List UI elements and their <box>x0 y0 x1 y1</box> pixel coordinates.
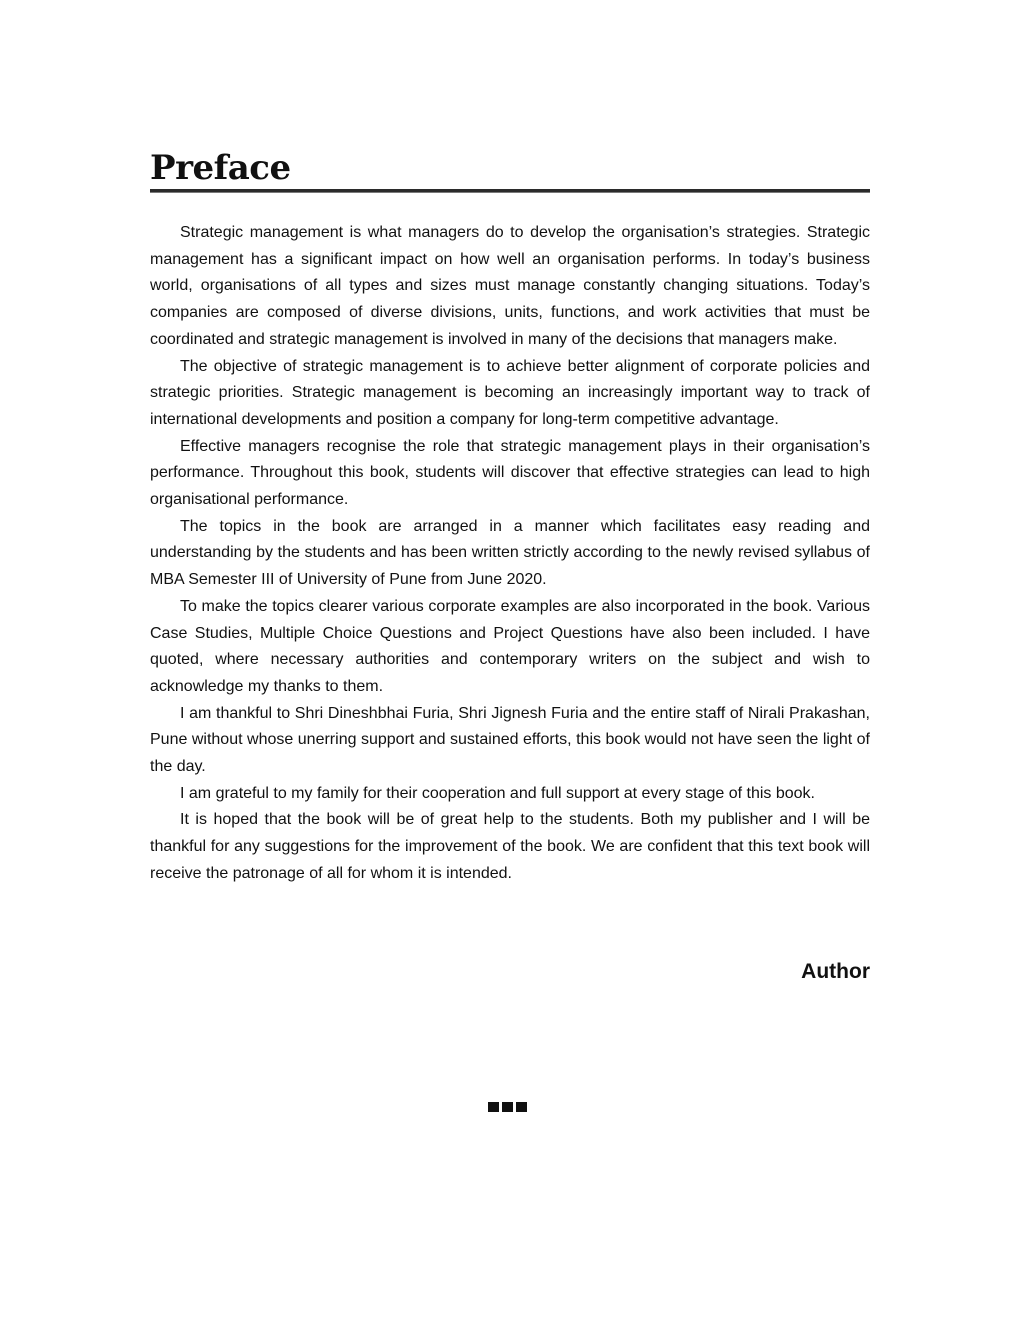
paragraph-4: The topics in the book are arranged in a manner which facilitates easy reading and understanding by the students and has been written strictly according to the newly revised syllabus of MBA Semester III of University of Pune from June 2020. <box>150 517 870 589</box>
end-mark-square-icon <box>488 1102 499 1112</box>
end-mark-square-icon <box>502 1102 513 1112</box>
author-signature: Author <box>801 959 870 983</box>
end-mark-square-icon <box>516 1102 527 1112</box>
paragraph-3: Effective managers recognise the role that strategic management plays in their organisation’s performance. Throughout this book, students will discover that effective strategies can lead to high organisational performance. <box>150 437 870 509</box>
end-mark-icon <box>488 1102 527 1112</box>
paragraph-7: I am grateful to my family for their cooperation and full support at every stage of this book. <box>180 784 815 802</box>
paragraph-2: The objective of strategic management is to achieve better alignment of corporate policies and strategic priorities. Strategic management is becoming an increasingly important way to track of international developments and position a company for long-term competitive advantage. <box>150 357 870 428</box>
paragraph-1: Strategic management is what managers do to develop the organisation’s strategies. Strategic management has a significant impact on how well an organisation performs. In today’s business world, organisations of all types and sizes must manage constantly changing situations. Today’s companies are composed of diverse divisions, units, functions, and work activities that must be coordinated and strategic management is involved in many of the decisions that managers make. <box>150 224 870 348</box>
title-underline-divider <box>150 189 870 193</box>
preface-page <box>150 148 870 985</box>
paragraph-5: To make the topics clearer various corporate examples are also incorporated in the book. Various Case Studies, Multiple Choice Questions and Project Questions have also been included. I have quoted, where necessary authorities and contemporary writers on the subject and wish to acknowledge my thanks to them. <box>150 597 870 695</box>
preface-body <box>150 220 870 888</box>
paragraph-6: I am thankful to Shri Dineshbhai Furia, Shri Jignesh Furia and the entire staff of Nirali Prakashan, Pune without whose unerring support and sustained efforts, this book would not have seen the light of the day. <box>150 704 870 776</box>
paragraph-8: It is hoped that the book will be of great help to the students. Both my publisher and I will be thankful for any suggestions for the improvement of the book. We are confident that this text book will receive the patronage of all for whom it is intended. <box>150 811 870 882</box>
page-title: Preface <box>150 148 291 188</box>
